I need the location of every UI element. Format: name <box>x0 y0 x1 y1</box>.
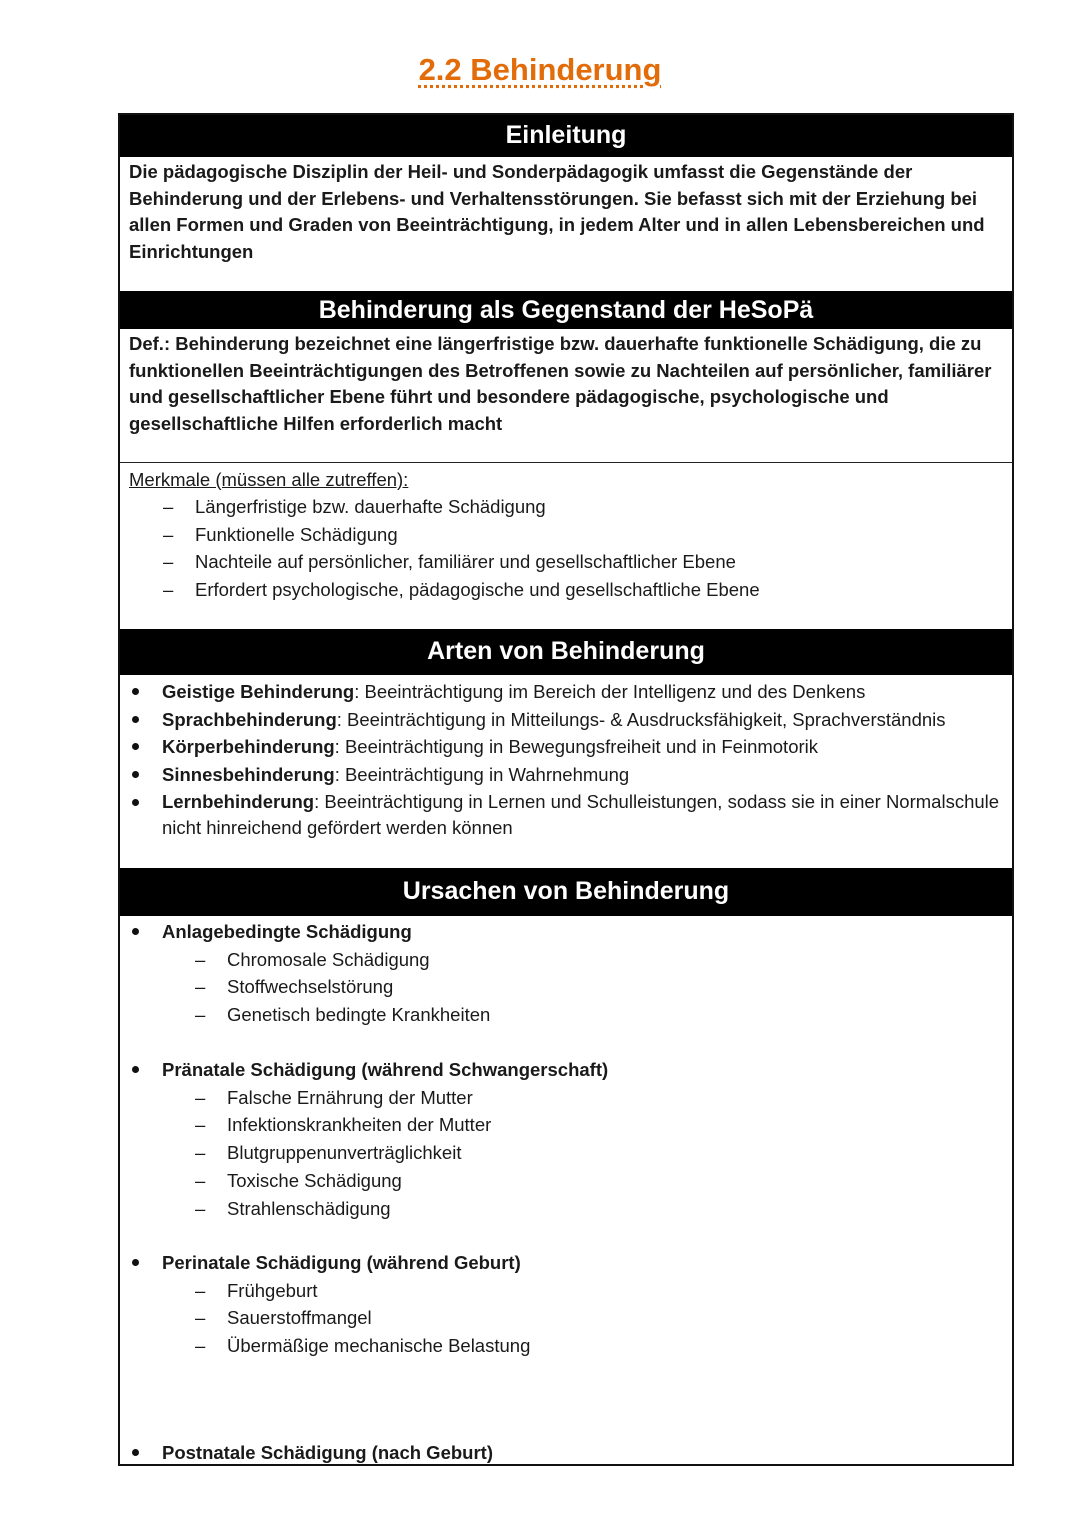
list-item: – Sauerstoffmangel <box>227 1304 530 1332</box>
divider <box>120 462 1012 463</box>
desc: : Beeinträchtigung in Wahrnehmung <box>334 764 630 786</box>
desc: : Beeinträchtigung im Bereich der Intelligenz und des Denkens <box>354 681 866 702</box>
list-item <box>162 789 1000 841</box>
list-item: – Funktionelle Schädigung <box>195 521 760 549</box>
features-title: Merkmale (müssen alle zutreffen): <box>129 469 409 490</box>
list-item: – Frühgeburt <box>227 1277 530 1305</box>
list-item: – Strahlenschädigung <box>227 1195 608 1223</box>
page-title: 2.2 Behinderung <box>418 52 662 87</box>
cause-items <box>227 1084 608 1223</box>
cause-title: Pränatale Schädigung (während Schwangerschaft) <box>162 1056 608 1084</box>
term: Sinnesbehinderung <box>162 764 335 786</box>
term: Lernbehinderung <box>162 790 315 812</box>
list-item: – Falsche Ernährung der Mutter <box>227 1084 608 1112</box>
list-item: – Stoffwechselstörung <box>227 973 490 1001</box>
ursachen-heading: Ursachen von Behinderung <box>120 868 1012 916</box>
gegenstand-heading: Behinderung als Gegenstand der HeSoPä <box>120 291 1012 329</box>
list-item: – Übermäßige mechanische Belastung <box>227 1332 530 1360</box>
cause-title: Anlagebedingte Schädigung <box>162 918 490 946</box>
intro-text: Die pädagogische Disziplin der Heil- und Sonderpädagogik umfasst die Gegenstände der Behinderung und der Erlebens- und Verhaltensstörungen. Sie befasst sich mit der Erziehung bei allen Formen und Graden von Beeinträchtigung, in jedem Alter und in allen Lebensbereichen und Einrichtungen <box>129 161 985 262</box>
cause-group-anlage <box>162 918 490 1029</box>
list-item: – Blutgruppenunverträglichkeit <box>227 1139 608 1167</box>
intro-heading: Einleitung <box>120 115 1012 157</box>
term: Geistige Behinderung <box>162 681 355 702</box>
document-table <box>118 113 1014 1466</box>
term: Körperbehinderung <box>162 736 335 758</box>
features-list <box>195 493 760 604</box>
desc: : Beeinträchtigung in Mitteilungs- & Ausdrucksfähigkeit, Sprachverständnis <box>336 708 946 730</box>
list-item <box>162 733 1000 761</box>
cause-title: Postnatale Schädigung (nach Geburt) <box>162 1439 493 1466</box>
list-item: – Genetisch bedingte Krankheiten <box>227 1001 490 1029</box>
cause-group-praenatal <box>162 1056 608 1222</box>
list-item: – Chromosale Schädigung <box>227 946 490 974</box>
cause-group-postnatal <box>162 1439 493 1466</box>
desc: : Beeinträchtigung in Lernen und Schulleistungen, sodass sie in einer Normalschule nicht hinreichend gefördert werden können <box>162 790 1000 838</box>
definition-text: Def.: Behinderung bezeichnet eine längerfristige bzw. dauerhafte funktionelle Schädigung, die zu funktionellen Beeinträchtigungen des Betroffenen sowie zu Nachteilen auf persönlicher, familiärer und gesellschaftlicher Ebene führt und besondere pädagogische, psychologische und gesellschaftliche Hilfen erforderlich macht <box>129 333 992 434</box>
cause-group-perinatal <box>162 1249 530 1360</box>
list-item: – Toxische Schädigung <box>227 1167 608 1195</box>
list-item <box>162 678 1000 706</box>
list-item <box>162 706 1000 734</box>
list-item: – Nachteile auf persönlicher, familiärer und gesellschaftlicher Ebene <box>195 548 760 576</box>
list-item <box>162 761 1000 789</box>
term: Sprachbehinderung <box>162 708 337 730</box>
list-item: – Längerfristige bzw. dauerhafte Schädigung <box>195 493 760 521</box>
list-item: – Erfordert psychologische, pädagogische und gesellschaftliche Ebene <box>195 576 760 604</box>
cause-title: Perinatale Schädigung (während Geburt) <box>162 1249 530 1277</box>
cause-items <box>227 1277 530 1360</box>
cause-items <box>227 946 490 1029</box>
arten-list <box>162 678 1000 841</box>
desc: : Beeinträchtigung in Bewegungsfreiheit und in Feinmotorik <box>334 736 819 758</box>
arten-heading: Arten von Behinderung <box>120 629 1012 675</box>
list-item: – Infektionskrankheiten der Mutter <box>227 1111 608 1139</box>
